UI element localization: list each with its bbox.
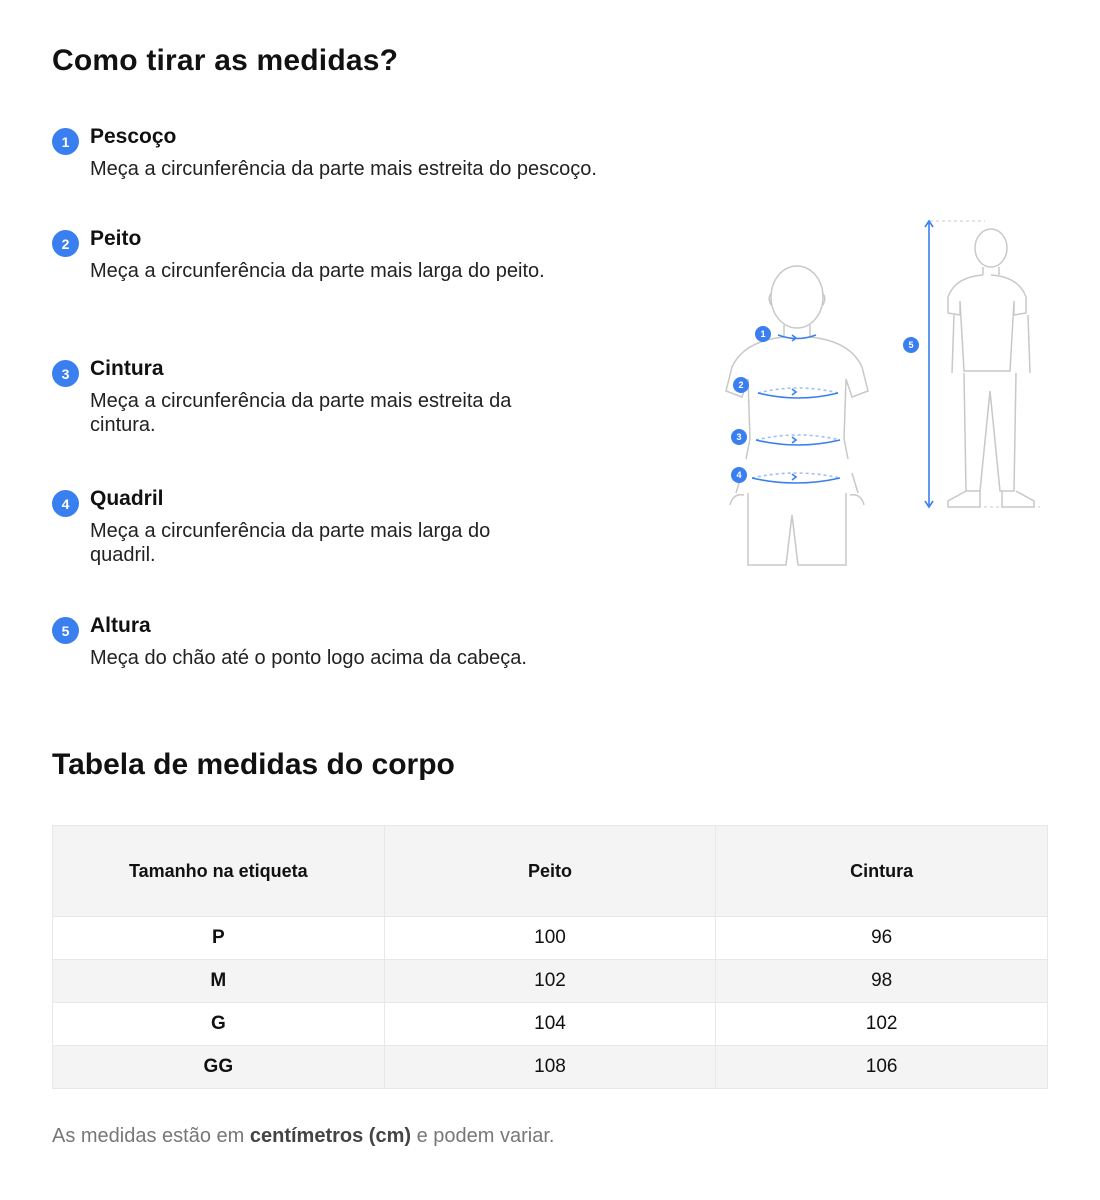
cell-size: GG — [53, 1046, 385, 1089]
table-header-row — [53, 826, 1048, 917]
cell-chest: 100 — [384, 917, 716, 960]
header-chest: Peito — [384, 826, 716, 917]
hip-measure-line — [752, 478, 840, 483]
step-number-badge: 3 — [52, 360, 79, 387]
step-description: Meça do chão até o ponto logo acima da cabeça. — [90, 647, 527, 669]
chest-measure-line — [758, 393, 838, 398]
step-title: Quadril — [90, 487, 164, 510]
step-description — [90, 519, 490, 567]
cell-chest: 102 — [384, 960, 716, 1003]
marker-label: 1 — [760, 329, 766, 339]
cell-size: G — [53, 1003, 385, 1046]
step-description — [90, 389, 511, 437]
step-title: Pescoço — [90, 125, 177, 148]
guide-title: Como tirar as medidas? — [52, 44, 399, 77]
cell-chest: 104 — [384, 1003, 716, 1046]
cell-waist: 106 — [716, 1046, 1048, 1089]
step-description-line: quadril. — [90, 544, 156, 566]
step-title: Peito — [90, 227, 142, 250]
table-row — [53, 1046, 1048, 1089]
torso-figure-icon — [726, 266, 868, 565]
note-prefix: As medidas estão em — [52, 1125, 250, 1147]
step-number-badge: 5 — [52, 617, 79, 644]
size-table — [52, 825, 1048, 1089]
marker-label: 2 — [738, 380, 744, 390]
step-number-badge: 4 — [52, 490, 79, 517]
step-title: Altura — [90, 614, 151, 637]
waist-measure-line — [756, 440, 840, 445]
table-row — [53, 960, 1048, 1003]
cell-waist: 96 — [716, 917, 1048, 960]
step-description-line: Meça a circunferência da parte mais larga do — [90, 520, 491, 542]
cell-size: M — [53, 960, 385, 1003]
step-description-line: cintura. — [90, 414, 156, 436]
note-units: centímetros (cm) — [249, 1125, 412, 1147]
header-waist: Cintura — [716, 826, 1048, 917]
marker-label: 5 — [908, 340, 914, 350]
table-title: Tabela de medidas do corpo — [52, 748, 455, 781]
step-number-badge: 2 — [52, 230, 79, 257]
step-description: Meça a circunferência da parte mais larga do peito. — [90, 260, 545, 282]
body-measurement-illustration — [720, 215, 1050, 575]
cell-waist: 102 — [716, 1003, 1048, 1046]
header-size: Tamanho na etiqueta — [53, 826, 385, 917]
marker-label: 4 — [736, 470, 742, 480]
step-description-line: Meça a circunferência da parte mais estreita da — [90, 390, 512, 412]
cell-chest: 108 — [384, 1046, 716, 1089]
full-body-figure-icon — [948, 229, 1034, 507]
table-row — [53, 917, 1048, 960]
note-suffix: e podem variar. — [411, 1125, 555, 1147]
units-note — [52, 1125, 554, 1148]
marker-label: 3 — [736, 432, 742, 442]
step-title: Cintura — [90, 357, 164, 380]
cell-size: P — [53, 917, 385, 960]
step-number-badge: 1 — [52, 128, 79, 155]
table-row — [53, 1003, 1048, 1046]
cell-waist: 98 — [716, 960, 1048, 1003]
step-description: Meça a circunferência da parte mais estreita do pescoço. — [90, 158, 597, 180]
